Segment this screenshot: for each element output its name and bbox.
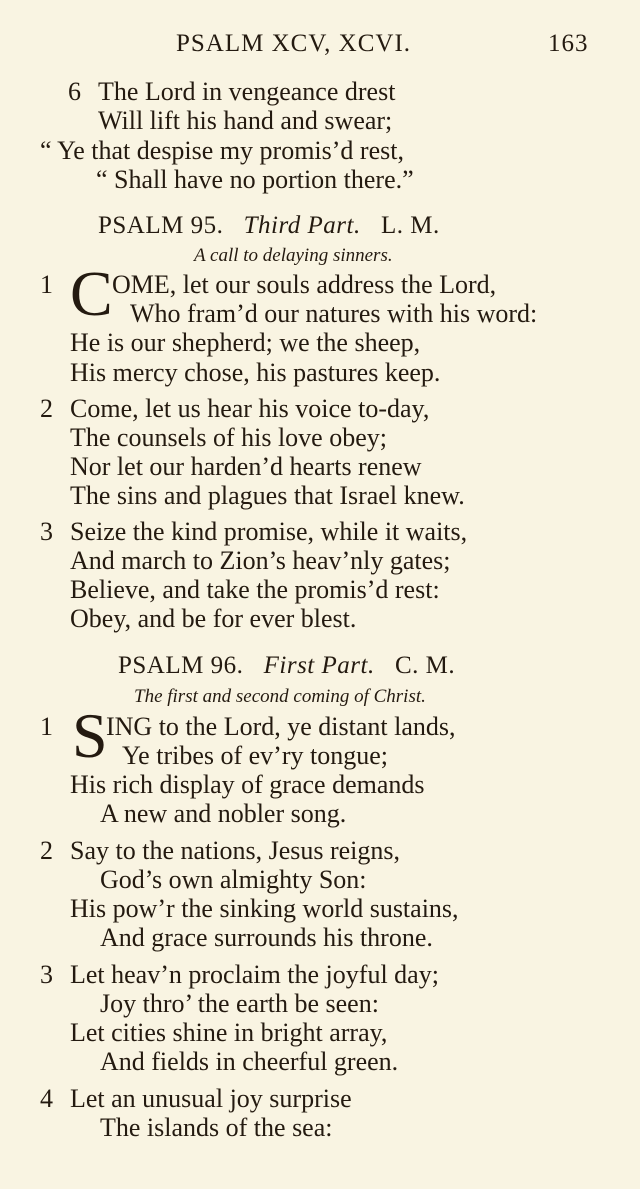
verse-line: God’s own almighty Son: [100,865,367,894]
verse-line: Seize the kind promise, while it waits, [70,517,468,546]
verse-line: The Lord in vengeance drest [98,77,396,106]
verse-line: And march to Zion’s heav’nly gates; [70,546,451,575]
verse-line: And grace surrounds his throne. [100,923,433,952]
stanza-number: 3 [40,960,53,989]
drop-cap-letter: C [70,258,113,329]
verse-line: His pow’r the sinking world sustains, [70,894,459,923]
verse-line: Let an unusual joy surprise [70,1084,352,1113]
verse-line: And fields in cheerful green. [100,1047,399,1076]
verse-line: The counsels of his love obey; [70,423,387,452]
psalm-heading [98,212,440,240]
running-header: PSALM XCV, XCVI. [176,30,412,57]
verse-line: Believe, and take the promis’d rest: [70,575,440,604]
verse-line: “ Ye that despise my promis’d rest, [40,136,404,165]
verse-line: He is our shepherd; we the sheep, [70,328,421,357]
verse-line: His mercy chose, his pastures keep. [70,358,441,387]
verse-line: A new and nobler song. [100,799,347,828]
psalm-subtitle: A call to delaying sinners. [194,245,393,266]
verse-line: Say to the nations, Jesus reigns, [70,836,401,865]
verse-line: The islands of the sea: [100,1113,333,1142]
verse-line: Ye tribes of ev’ry tongue; [122,741,388,770]
verse-line: “ Shall have no portion there.” [96,165,414,194]
psalm-part: Third Part. [243,212,361,239]
drop-cap-letter: S [72,700,108,771]
verse-line: ING to the Lord, ye distant lands, [106,712,456,741]
psalm-subtitle: The first and second coming of Christ. [134,686,426,707]
verse-line: Will lift his hand and swear; [98,106,393,135]
psalm-part: First Part. [263,652,375,679]
psalm-meter: C. M. [394,652,456,679]
verse-line: The sins and plagues that Israel knew. [70,481,465,510]
verse-line: Come, let us hear his voice to-day, [70,394,430,423]
verse-line: Nor let our harden’d hearts renew [70,452,422,481]
psalm-number: PSALM 96. [118,652,244,679]
verse-line: Let cities shine in bright array, [70,1018,388,1047]
verse-line: OME, let our souls address the Lord, [112,270,497,299]
stanza-number: 3 [40,517,53,546]
verse-line: Who fram’d our natures with his word: [130,299,538,328]
verse-line: Obey, and be for ever blest. [70,604,357,633]
stanza-number: 2 [40,836,53,865]
stanza-number: 2 [40,394,53,423]
stanza-number: 1 [40,270,53,299]
page-number: 163 [548,30,589,57]
psalm-meter: L. M. [380,212,440,239]
stanza-number: 6 [68,77,81,106]
verse-line: His rich display of grace demands [70,770,425,799]
verse-line: Joy thro’ the earth be seen: [100,989,379,1018]
psalm-number: PSALM 95. [98,212,224,239]
stanza-number: 1 [40,712,53,741]
psalm-heading [118,652,455,680]
verse-line: Let heav’n proclaim the joyful day; [70,960,439,989]
stanza-number: 4 [40,1084,53,1113]
